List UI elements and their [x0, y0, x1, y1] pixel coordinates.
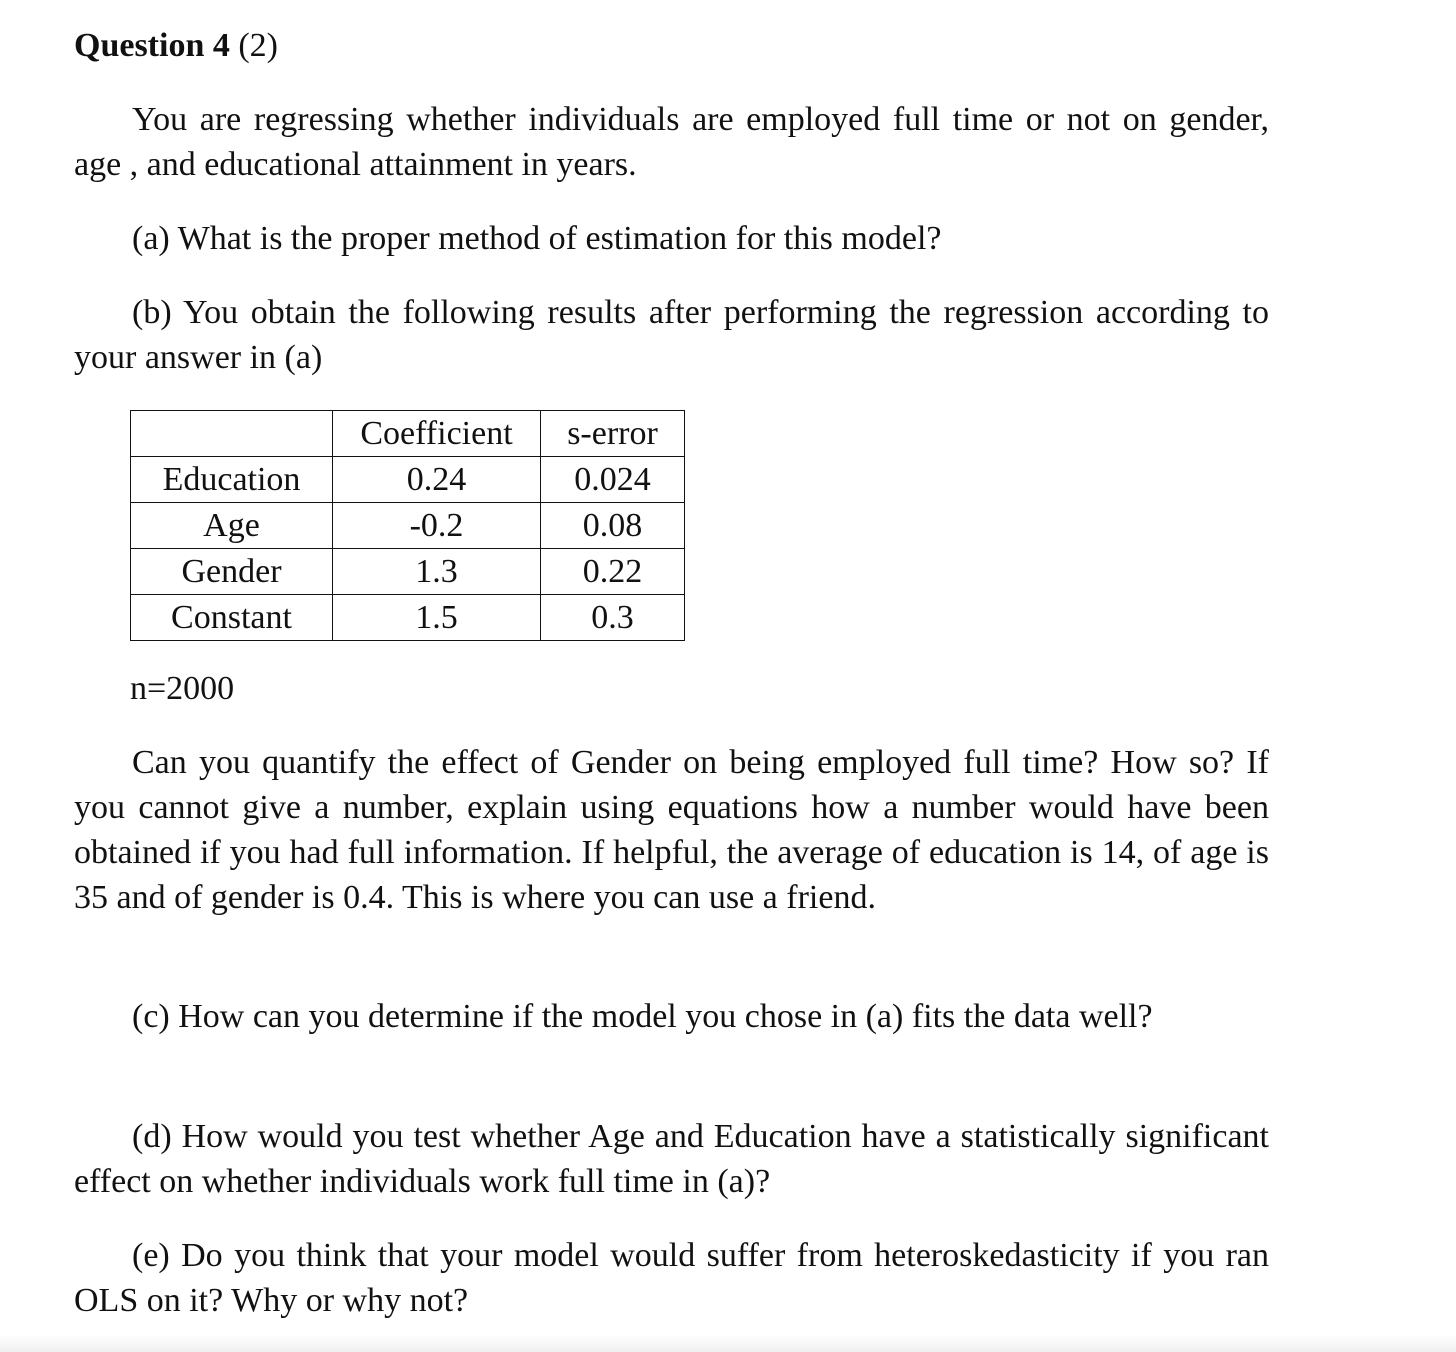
sample-size-label: n=2000: [130, 670, 235, 707]
part-d-text: (d) How would you test whether Age and Education have a statistically significant effect on whether individuals work full time in (a)?: [74, 1118, 1269, 1200]
table-cell: 0.08: [541, 503, 685, 549]
question-label: Question: [74, 27, 205, 64]
table-header-cell: Coefficient: [333, 411, 541, 457]
table-cell: 0.22: [541, 549, 685, 595]
table-cell: Gender: [131, 549, 333, 595]
table-cell: Education: [131, 457, 333, 503]
question-number: 4: [212, 27, 230, 64]
table-cell: Age: [131, 503, 333, 549]
table-cell: -0.2: [333, 503, 541, 549]
part-e-text: (e) Do you think that your model would suffer from heteroskedasticity if you ran OLS on it? Why or why not?: [74, 1237, 1269, 1319]
table-header-cell: s-error: [541, 411, 685, 457]
table-row: [131, 457, 685, 503]
bottom-shadow: [0, 1334, 1456, 1352]
part-a-text: (a) What is the proper method of estimation for this model?: [132, 220, 942, 257]
table-cell: Constant: [131, 595, 333, 641]
table-header-cell: [131, 411, 333, 457]
results-table: [130, 410, 685, 641]
table-cell: 0.24: [333, 457, 541, 503]
part-c-text: (c) How can you determine if the model you chose in (a) fits the data well?: [132, 998, 1153, 1035]
part-b-text: (b) You obtain the following results after performing the regression according to your answer in (a): [74, 294, 1269, 376]
table-cell: 1.5: [333, 595, 541, 641]
table-row: [131, 549, 685, 595]
question-heading: [74, 24, 278, 68]
table-cell: 0.3: [541, 595, 685, 641]
quantify-paragraph: Can you quantify the effect of Gender on being employed full time? How so? If you cannot give a number, explain using equations how a number would have been obtained if you had full information. If helpful, the average of education is 14, of age is 35 and of gender is 0.4. This is where you can use a friend.: [74, 744, 1269, 916]
table-cell: 0.024: [541, 457, 685, 503]
intro-paragraph: You are regressing whether individuals are employed full time or not on gender, age , and educational attainment in years.: [74, 101, 1269, 183]
table-row: [131, 503, 685, 549]
table-row: [131, 595, 685, 641]
table-header-row: [131, 411, 685, 457]
table-cell: 1.3: [333, 549, 541, 595]
question-points: (2): [238, 27, 279, 64]
